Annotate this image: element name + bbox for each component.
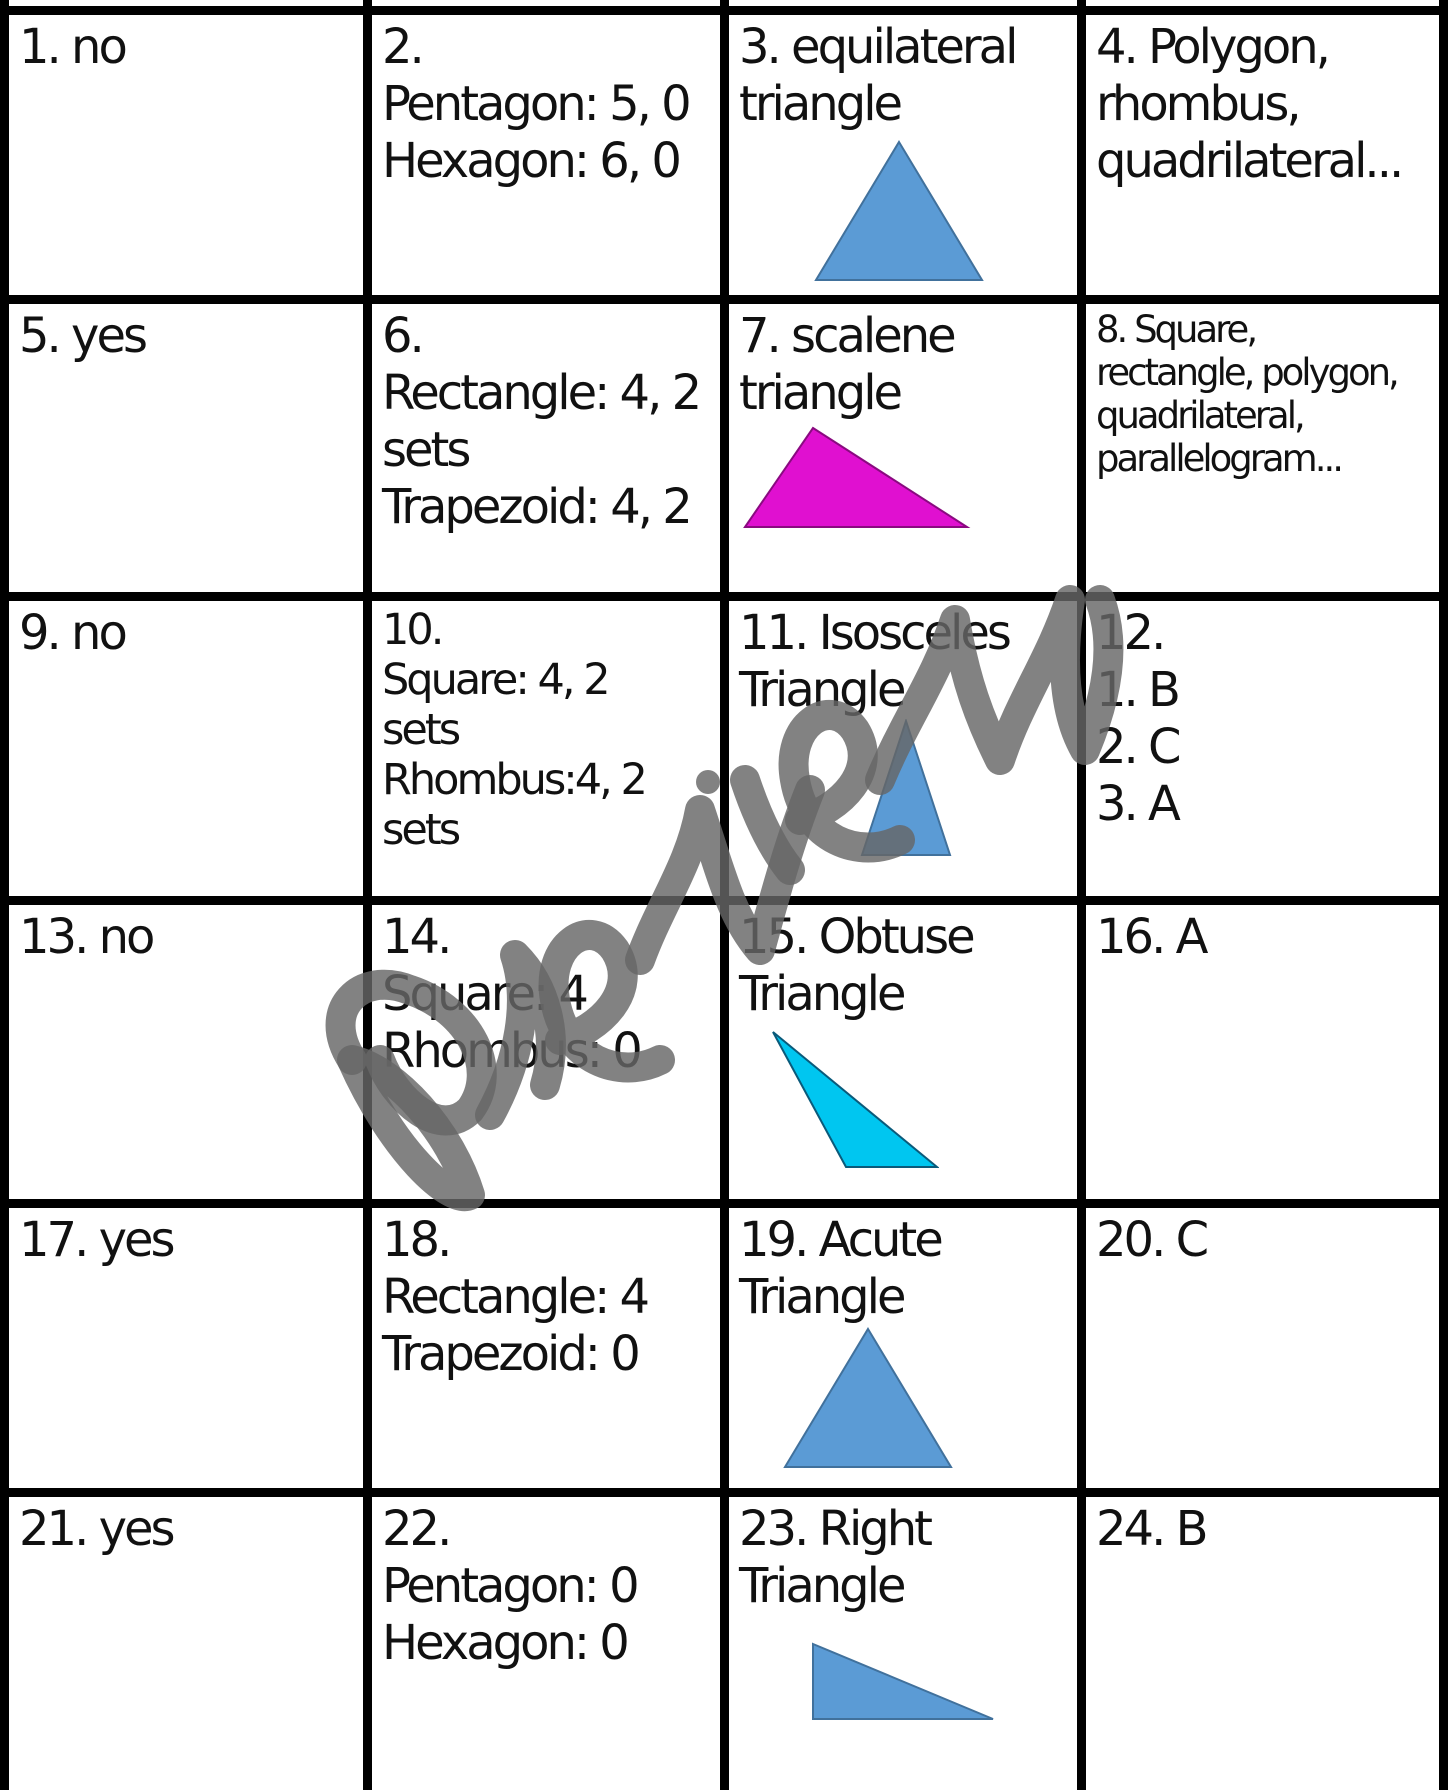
scalene-triangle-icon xyxy=(741,424,971,530)
isosceles-triangle-icon xyxy=(860,719,952,857)
answer-text: 3. equilateral triangle xyxy=(739,19,1016,132)
answer-cell-15 xyxy=(729,905,1077,1199)
answer-text: 8. Square, rectangle, polygon, quadrilateral, parallelogram... xyxy=(1096,308,1397,480)
acute-triangle-icon xyxy=(783,1327,953,1469)
grid-line xyxy=(1077,0,1086,1790)
grid-line xyxy=(363,0,372,1790)
answer-cell-12 xyxy=(1086,601,1439,896)
answer-text: 15. Obtuse Triangle xyxy=(739,909,973,1022)
answer-text: 18. Rectangle: 4 Trapezoid: 0 xyxy=(382,1212,648,1382)
answer-text: 20. C xyxy=(1096,1212,1207,1268)
answer-text: 23. Right Triangle xyxy=(739,1501,930,1614)
answer-cell-23 xyxy=(729,1497,1077,1790)
answer-text: 10. Square: 4, 2 sets Rhombus:4, 2 sets xyxy=(382,605,645,855)
answer-cell-11 xyxy=(729,601,1077,896)
grid-line xyxy=(0,592,1448,601)
answer-cell-5 xyxy=(9,304,363,592)
answer-text: 11. Isosceles Triangle xyxy=(739,605,1009,718)
answer-cell-7 xyxy=(729,304,1077,592)
answer-cell-1 xyxy=(9,15,363,295)
answer-text: 9. no xyxy=(19,605,125,661)
answer-text: 17. yes xyxy=(19,1212,173,1268)
equilateral-triangle-icon xyxy=(814,140,984,282)
answer-cell-20 xyxy=(1086,1208,1439,1488)
grid-line xyxy=(0,1488,1448,1497)
grid-line xyxy=(0,0,9,1790)
grid-line xyxy=(0,6,1448,15)
grid-line xyxy=(0,896,1448,905)
answer-text: 1. no xyxy=(19,19,125,75)
answer-cell-17 xyxy=(9,1208,363,1488)
obtuse-triangle-icon xyxy=(771,1030,939,1170)
grid-line xyxy=(0,295,1448,304)
answer-text: 24. B xyxy=(1096,1501,1206,1557)
answer-text: 12. 1. B 2. C 3. A xyxy=(1096,605,1179,832)
answer-text: 14. Square: 4 Rhombus: 0 xyxy=(382,909,640,1079)
answer-cell-9 xyxy=(9,601,363,896)
grid-line xyxy=(0,1199,1448,1208)
answer-text: 16. A xyxy=(1096,909,1206,965)
answer-cell-19 xyxy=(729,1208,1077,1488)
answer-text: 5. yes xyxy=(19,308,145,364)
answer-cell-3 xyxy=(729,15,1077,295)
answer-cell-4 xyxy=(1086,15,1439,295)
answer-text: 21. yes xyxy=(19,1501,173,1557)
answer-text: 2. Pentagon: 5, 0 Hexagon: 6, 0 xyxy=(382,19,689,189)
answer-cell-13 xyxy=(9,905,363,1199)
answer-cell-14 xyxy=(372,905,720,1199)
grid-line xyxy=(720,0,729,1790)
answer-cell-18 xyxy=(372,1208,720,1488)
answer-cell-21 xyxy=(9,1497,363,1790)
answer-text: 13. no xyxy=(19,909,153,965)
answer-text: 7. scalene triangle xyxy=(739,308,954,421)
answer-cell-16 xyxy=(1086,905,1439,1199)
answer-text: 6. Rectangle: 4, 2 sets Trapezoid: 4, 2 xyxy=(382,308,700,535)
answer-cell-24 xyxy=(1086,1497,1439,1790)
right-triangle-icon xyxy=(811,1642,995,1722)
answer-cell-8 xyxy=(1086,304,1439,592)
answer-text: 22. Pentagon: 0 Hexagon: 0 xyxy=(382,1501,637,1671)
answer-cell-22 xyxy=(372,1497,720,1790)
answer-cell-2 xyxy=(372,15,720,295)
grid-line xyxy=(1439,0,1448,1790)
answer-cell-6 xyxy=(372,304,720,592)
answer-text: 19. Acute Triangle xyxy=(739,1212,941,1325)
answer-cell-10 xyxy=(372,601,720,896)
answer-text: 4. Polygon, rhombus, quadrilateral... xyxy=(1096,19,1402,189)
